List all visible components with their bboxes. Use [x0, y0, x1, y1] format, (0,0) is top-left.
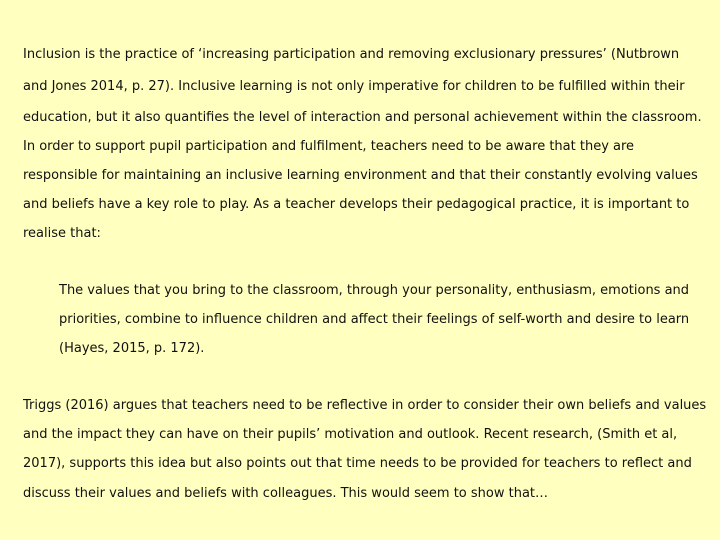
text-line: Inclusion is the practice of ‘increasing participation and removing exclusionary pressures’ (Nutbrown: [23, 47, 680, 62]
text-line: responsible for maintaining an inclusive learning environment and that their constantly evolving values: [23, 168, 698, 183]
text-line: and Jones 2014, p. 27). Inclusive learning is not only imperative for children to be fulfilled within their: [23, 79, 685, 94]
text-line: 2017), supports this idea but also points out that time needs to be provided for teachers to reflect and: [23, 456, 692, 471]
text-line: education, but it also quantifies the level of interaction and personal achievement within the classroom.: [23, 110, 702, 125]
text-line: In order to support pupil participation and fulfilment, teachers need to be aware that they are: [23, 139, 635, 154]
quote-line: (Hayes, 2015, p. 172).: [59, 341, 205, 356]
text-line: and beliefs have a key role to play. As a teacher develops their pedagogical practice, it is important to: [23, 197, 690, 212]
text-line: realise that:: [23, 226, 101, 241]
text-line: and the impact they can have on their pupils’ motivation and outlook. Recent research, (Smith et al,: [23, 427, 678, 442]
text-line: Triggs (2016) argues that teachers need to be reflective in order to consider their own beliefs and values: [23, 398, 707, 413]
quote-line: The values that you bring to the classroom, through your personality, enthusiasm, emotions and: [59, 283, 690, 298]
quote-line: priorities, combine to influence children and affect their feelings of self-worth and desire to learn: [59, 312, 690, 327]
text-line: discuss their values and beliefs with colleagues. This would seem to show that…: [23, 486, 549, 501]
